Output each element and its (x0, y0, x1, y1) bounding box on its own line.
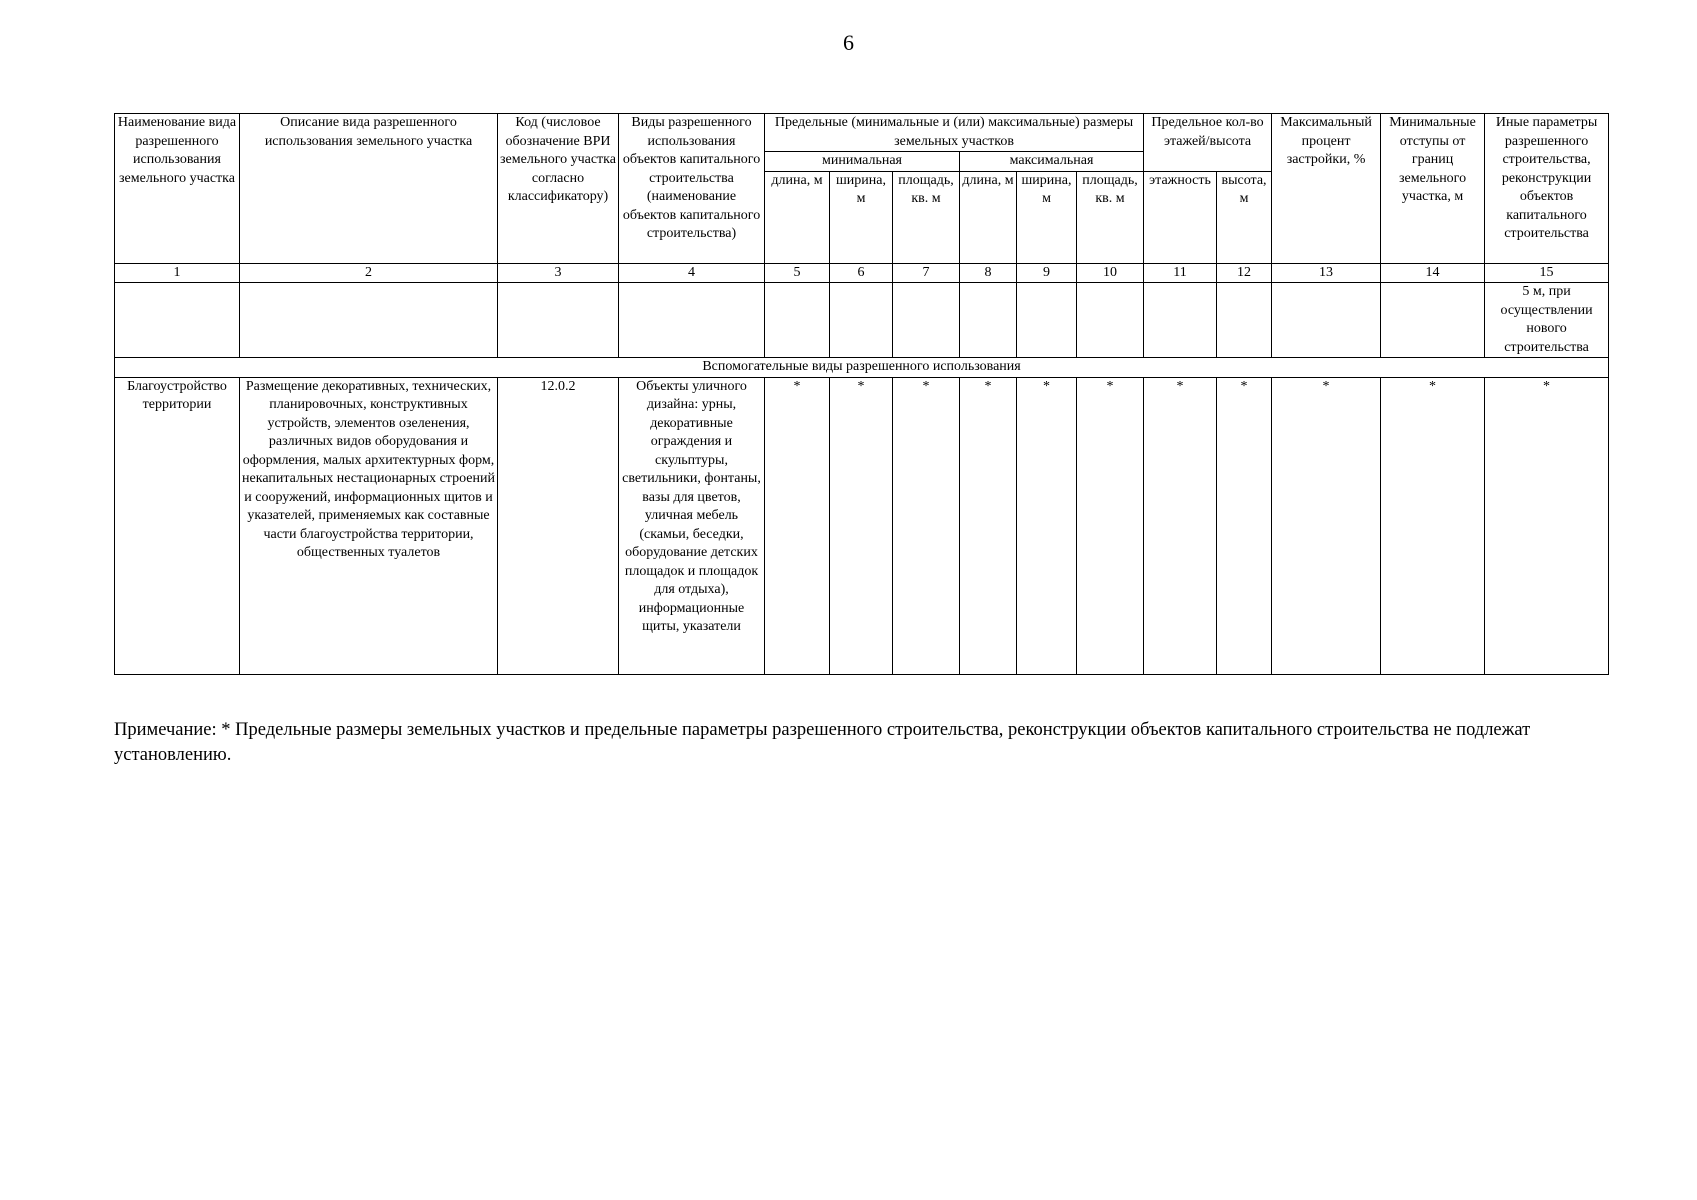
column-number: 12 (1217, 263, 1272, 283)
cell-code: 12.0.2 (498, 377, 619, 674)
header-code: Код (числовое обозначение ВРИ земельного участка согласно классификатору) (498, 114, 619, 264)
empty-cell (115, 283, 240, 358)
column-number: 15 (1485, 263, 1609, 283)
cell-param: * (893, 377, 960, 674)
empty-cell (240, 283, 498, 358)
header-height: высота, м (1217, 171, 1272, 263)
empty-cell (498, 283, 619, 358)
cell-param: * (1381, 377, 1485, 674)
column-number: 2 (240, 263, 498, 283)
column-number: 6 (830, 263, 893, 283)
header-objects: Виды разрешенного использования объектов капитального строительства (наименование объектов капитального строительства) (619, 114, 765, 264)
header-floors: этажность (1144, 171, 1217, 263)
column-number: 5 (765, 263, 830, 283)
header-max-width: ширина, м (1017, 171, 1077, 263)
footnote: Примечание: * Предельные размеры земельных участков и предельные параметры разрешенного строительства, реконструкции объектов капитального строительства не подлежат установлению. (114, 720, 1531, 765)
column-number: 1 (115, 263, 240, 283)
cell-param: * (1017, 377, 1077, 674)
cell-param: * (1077, 377, 1144, 674)
section-title: Вспомогательные виды разрешенного использования (115, 358, 1609, 378)
header-row-1 (115, 114, 1609, 152)
header-min-group: минимальная (765, 152, 960, 172)
header-max-percent: Максимальный процент застройки, % (1272, 114, 1381, 264)
carryover-row (115, 283, 1609, 358)
empty-cell (1272, 283, 1381, 358)
header-description: Описание вида разрешенного использования земельного участка (240, 114, 498, 264)
carryover-other-params: 5 м, при осуществлении нового строительства (1485, 283, 1609, 358)
column-number: 10 (1077, 263, 1144, 283)
header-max-area: площадь, кв. м (1077, 171, 1144, 263)
empty-cell (619, 283, 765, 358)
cell-name: Благоустройство территории (115, 377, 240, 674)
column-number: 4 (619, 263, 765, 283)
header-floors-group: Предельное кол-во этажей/высота (1144, 114, 1272, 172)
cell-param: * (765, 377, 830, 674)
header-min-length: длина, м (765, 171, 830, 263)
section-row (115, 358, 1609, 378)
cell-description: Размещение декоративных, технических, планировочных, конструктивных устройств, элементов озеленения, различных видов оборудования и оформления, малых архитектурных форм, некапитальных нестационарных строений и сооружений, информационных щитов и указателей, применяемых как составные части благоустройства территории, общественных туалетов (240, 377, 498, 674)
cell-param: * (960, 377, 1017, 674)
column-number: 11 (1144, 263, 1217, 283)
empty-cell (1217, 283, 1272, 358)
empty-cell (1017, 283, 1077, 358)
page-number: 6 (843, 30, 854, 55)
header-min-area: площадь, кв. м (893, 171, 960, 263)
header-min-width: ширина, м (830, 171, 893, 263)
column-number: 14 (1381, 263, 1485, 283)
cell-param: * (1144, 377, 1217, 674)
empty-cell (893, 283, 960, 358)
header-max-group: максимальная (960, 152, 1144, 172)
column-number: 13 (1272, 263, 1381, 283)
header-min-setbacks: Минимальные отступы от границ земельного участка, м (1381, 114, 1485, 264)
empty-cell (960, 283, 1017, 358)
cell-objects: Объекты уличного дизайна: урны, декоративные ограждения и скульптуры, светильники, фонтаны, вазы для цветов, уличная мебель (скамьи, беседки, оборудование детских площадок и площадок для отдыха), информационные щиты, указатели (619, 377, 765, 674)
header-size-group: Предельные (минимальные и (или) максимальные) размеры земельных участков (765, 114, 1144, 152)
column-number: 3 (498, 263, 619, 283)
table-row (115, 377, 1609, 674)
zoning-table (114, 113, 1609, 675)
header-other-params: Иные параметры разрешенного строительства, реконструкции объектов капитального строительства (1485, 114, 1609, 264)
header-max-length: длина, м (960, 171, 1017, 263)
cell-param: * (1272, 377, 1381, 674)
empty-cell (1381, 283, 1485, 358)
empty-cell (830, 283, 893, 358)
header-name: Наименование вида разрешенного использования земельного участка (115, 114, 240, 264)
cell-param: * (1217, 377, 1272, 674)
column-number-row (115, 263, 1609, 283)
column-number: 7 (893, 263, 960, 283)
empty-cell (1077, 283, 1144, 358)
column-number: 8 (960, 263, 1017, 283)
cell-param: * (1485, 377, 1609, 674)
empty-cell (765, 283, 830, 358)
column-number: 9 (1017, 263, 1077, 283)
cell-param: * (830, 377, 893, 674)
empty-cell (1144, 283, 1217, 358)
